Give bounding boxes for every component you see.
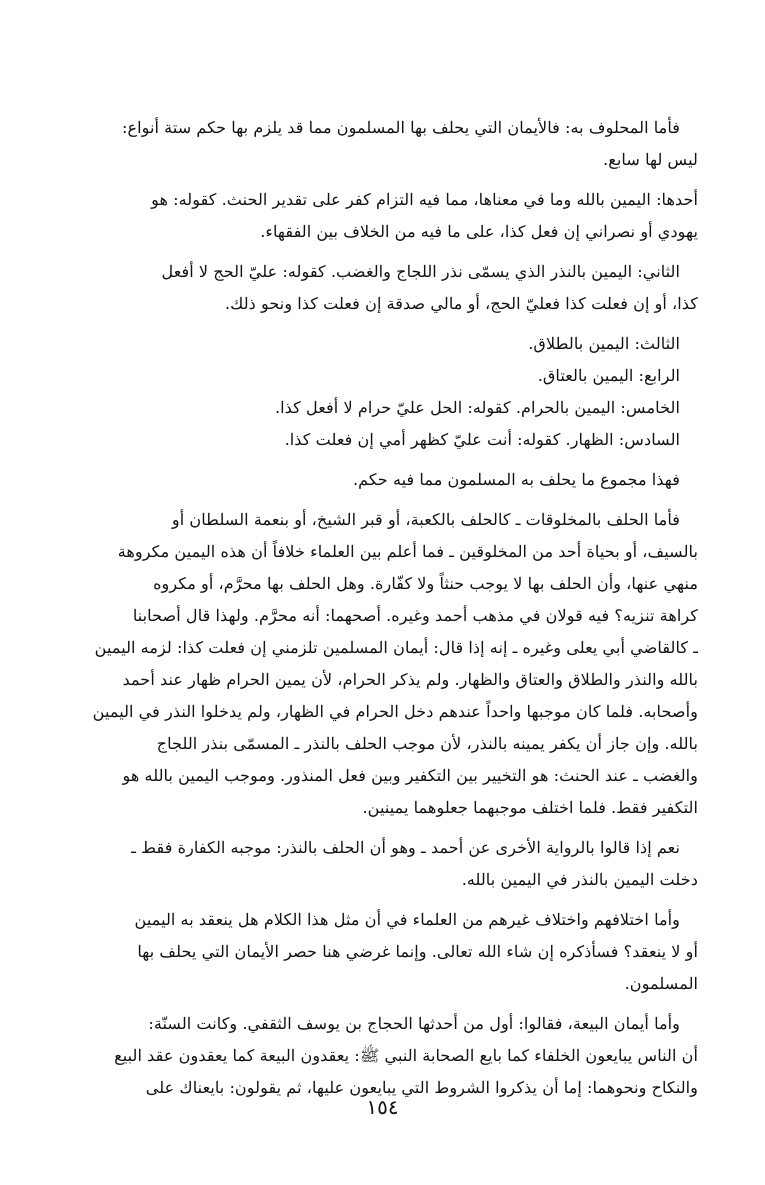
paragraph-7 <box>82 832 698 896</box>
text-line: وأما أيمان البيعة، فقالوا: أول من أحدثها الحجاج بن يوسف الثقفي. وكانت السنّة: <box>148 1014 680 1033</box>
text-line: وأصحابه. فلما كان موجبها واحداً عندهم دخل الحرام في الظهار، ولم يدخلوا النذر في اليمين <box>92 702 698 721</box>
text-line: فهذا مجموع ما يحلف به المسلمون مما فيه حكم. <box>352 470 680 489</box>
text-line: نعم إذا قالوا بالرواية الأخرى عن أحمد ـ وهو أن الحلف بالنذر: موجبه الكفارة فقط ـ <box>131 838 680 857</box>
text-line: يهودي أو نصراني إن فعل كذا، على ما فيه من الخلاف بين الفقهاء. <box>260 222 698 241</box>
text-line: وأما اختلافهم واختلاف غيرهم من العلماء في أن مثل هذا الكلام هل ينعقد به اليمين <box>134 910 680 929</box>
page-body <box>82 112 698 1112</box>
paragraph-9 <box>82 1008 698 1104</box>
text-line: أحدها: اليمين بالله وما في معناها، مما فيه التزام كفر على تقدير الحنث. كقوله: هو <box>151 190 698 209</box>
list-item: الرابع: اليمين بالعتاق. <box>537 366 680 385</box>
text-line: أو لا ينعقد؟ فسأذكره إن شاء الله تعالى. وإنما غرضي هنا حصر الأيمان التي يحلف بها <box>137 942 698 961</box>
text-line: الثاني: اليمين بالنذر الذي يسمّى نذر اللجاج والغضب. كقوله: عليّ الحج لا أفعل <box>161 262 680 281</box>
paragraph-8 <box>82 904 698 1000</box>
list-item: الخامس: اليمين بالحرام. كقوله: الحل عليّ حرام لا أفعل كذا. <box>275 398 680 417</box>
paragraph-1 <box>82 112 698 176</box>
text-line: كذا، أو إن فعلت كذا فعليّ الحج، أو مالي صدقة إن فعلت كذا ونحو ذلك. <box>224 294 698 313</box>
text-line: دخلت اليمين بالنذر في اليمين بالله. <box>461 870 698 889</box>
text-line: والنكاح ونحوهما: إما أن يذكروا الشروط التي يبايعون عليها، ثم يقولون: بايعناك على <box>145 1078 698 1097</box>
paragraph-5 <box>82 464 698 496</box>
text-line: التكفير فقط. فلما اختلف موجبهما جعلوهما يمينين. <box>362 798 698 817</box>
text-line: المسلمون. <box>624 974 698 993</box>
list-item: السادس: الظهار. كقوله: أنت عليّ كظهر أمي إن فعلت كذا. <box>284 430 680 449</box>
text-line: أن الناس يبايعون الخلفاء كما بايع الصحابة النبي ﷺ: يعقدون البيعة كما يعقدون عقد البيع <box>114 1046 698 1065</box>
text-line: والغضب ـ عند الحنث: هو التخيير بين التكفير وبين فعل المنذور. وموجب اليمين بالله هو <box>122 766 698 785</box>
text-line: فأما الحلف بالمخلوقات ـ كالحلف بالكعبة، أو قبر الشيخ، أو بنعمة السلطان أو <box>171 510 680 529</box>
list-item: الثالث: اليمين بالطلاق. <box>528 334 680 353</box>
text-line: كراهة تنزيه؟ فيه قولان في مذهب أحمد وغيره. أصحهما: أنه محرَّم. ولهذا قال أصحابنا <box>132 606 698 625</box>
text-line: بالله. وإن جاز أن يكفر يمينه بالنذر، لأن موجب الحلف بالنذر ـ المسمّى بنذر اللجاج <box>156 734 698 753</box>
text-line: ـ كالقاضي أبي يعلى وغيره ـ إنه إذا قال: أيمان المسلمين تلزمني إن فعلت كذا: لزمه اليمين <box>94 638 698 657</box>
text-line: بالسيف، أو بحياة أحد من المخلوقين ـ فما أعلم بين العلماء خلافاً أن هذه اليمين مكروهة <box>117 542 698 561</box>
text-line: ليس لها سابع. <box>603 150 698 169</box>
text-line: فأما المحلوف به: فالأيمان التي يحلف بها المسلمون مما قد يلزم بها حكم ستة أنواع: <box>122 118 680 137</box>
paragraph-6 <box>82 504 698 824</box>
types-list <box>82 328 698 456</box>
paragraph-3 <box>82 256 698 320</box>
text-line: بالله والنذر والطلاق والعتاق والظهار. ولم يذكر الحرام، لأن يمين الحرام ظهار عند أحمد <box>122 670 698 689</box>
page-number: ١٥٤ <box>366 1095 399 1119</box>
text-line: منهي عنها، وأن الحلف بها لا يوجب حنثاً ولا كفّارة. وهل الحلف بها محرَّم، أو مكروه <box>153 574 698 593</box>
paragraph-2 <box>82 184 698 248</box>
